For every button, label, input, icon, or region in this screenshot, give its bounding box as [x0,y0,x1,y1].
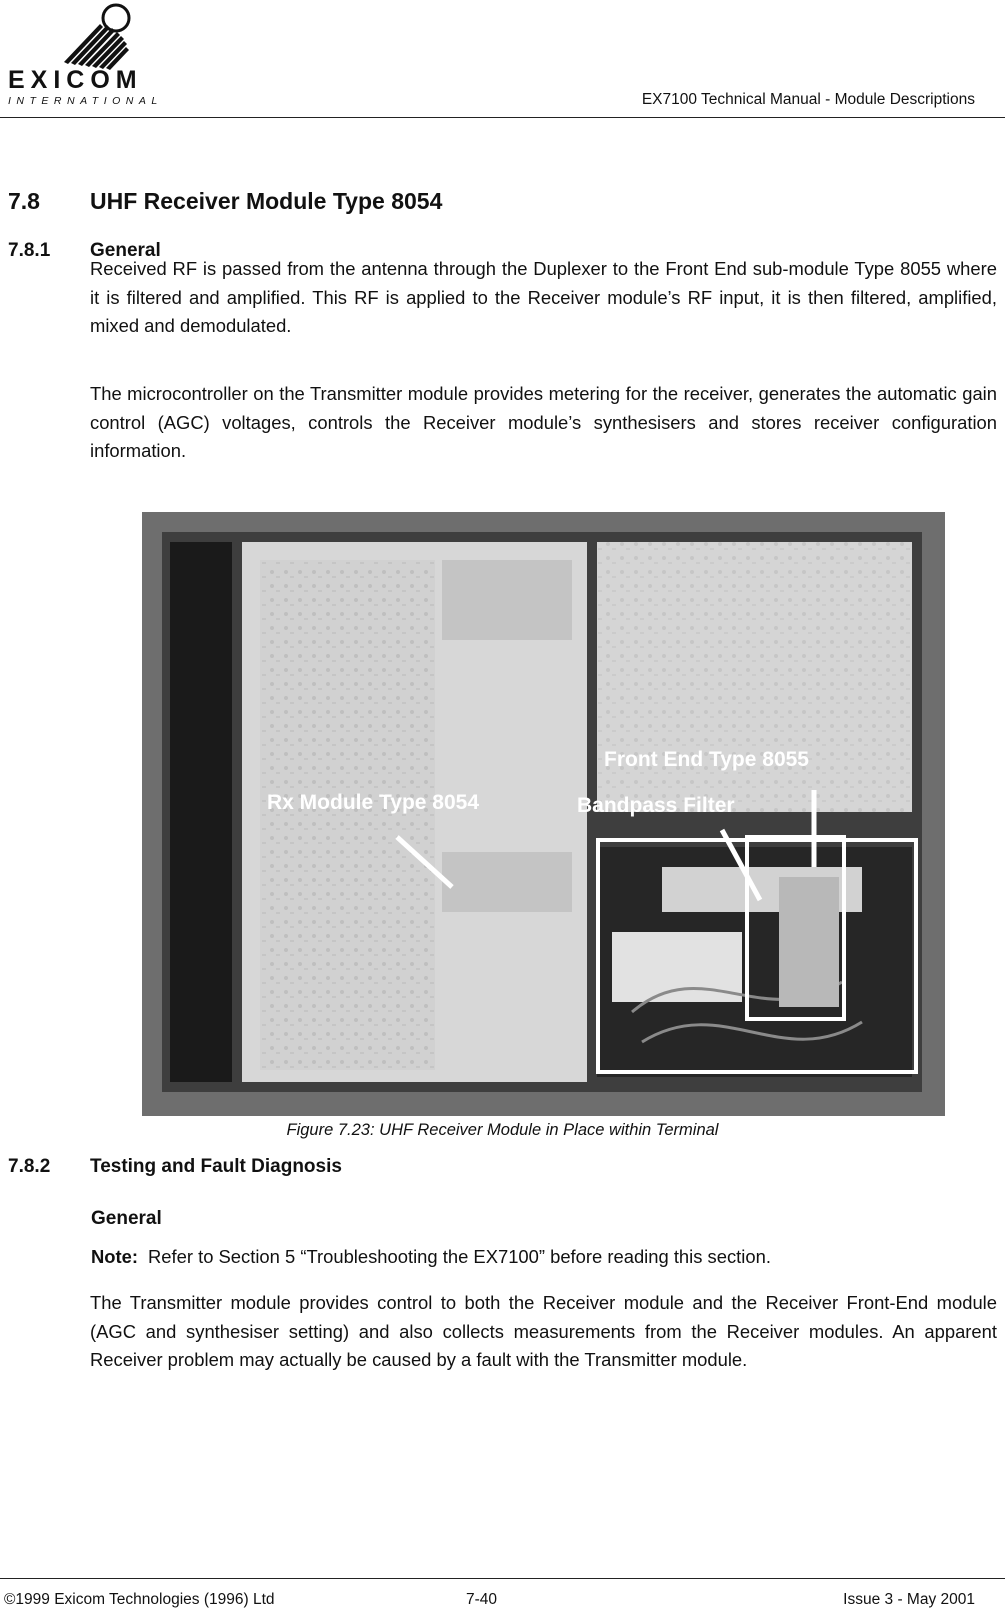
general-paragraph-2: The microcontroller on the Transmitter module provides metering for the receiver, generates the automatic gain control (AGC) voltages, controls the Receiver module’s synthesisers and stores receiver configuration information. [90,383,997,461]
receiver-module-photo [142,512,945,1116]
footer-page-number: 7-40 [466,1591,498,1608]
subsection-number: 7.8.2 [8,1156,51,1177]
figure-caption: Figure 7.23: UHF Receiver Module in Place within Terminal [286,1121,719,1139]
testing-paragraph: The Transmitter module provides control to both the Receiver module and the Receiver Front-End module (AGC and synthesiser setting) and also collects measurements from the Receiver modules. An apparent Receiver problem may actually be caused by a fault with the Transmitter module. [90,1292,997,1370]
footer-copyright: ©1999 Exicom Technologies (1996) Ltd [4,1591,275,1608]
logo-word: EXICOM [8,66,143,94]
header-title: EX7100 Technical Manual - Module Descriptions [641,91,975,108]
section-heading [8,188,442,215]
front-end-module [779,877,839,1007]
label-front-end: Front End Type 8055 [604,748,809,771]
testing-general-label: General [91,1208,162,1229]
subsection-testing-heading [8,1156,342,1178]
note-text: Refer to Section 5 “Troubleshooting the EX7100” before reading this section. [148,1246,771,1267]
rx-shield-top [442,560,572,640]
section-number: 7.8 [8,188,40,214]
section-title: UHF Receiver Module Type 8054 [90,188,443,214]
rx-shield-bottom [442,852,572,912]
subsection-number: 7.8.1 [8,240,51,261]
note [91,1244,771,1270]
header-rule [0,117,1005,118]
footer-rule [0,1578,1005,1579]
subsection-title: Testing and Fault Diagnosis [90,1156,342,1177]
logo-sub: INTERNATIONAL [8,95,163,107]
rx-module-circuitry [260,560,435,1070]
label-rx-module: Rx Module Type 8054 [267,791,480,814]
exicom-logo [4,0,174,108]
general-paragraph-1: Received RF is passed from the antenna through the Duplexer to the Front End sub-module Type 8055 where it is filtered and amplified. This RF is applied to the Receiver module’s RF input, it is then filtered, amplified, mixed and demodulated. [90,258,997,336]
note-label: Note: [91,1246,138,1267]
logo-ring-icon [103,5,129,31]
power-board-overlay [597,542,912,812]
subsection-title: General [90,240,161,261]
front-panel [170,542,232,1082]
label-bandpass: Bandpass Filter [577,794,735,817]
footer-issue: Issue 3 - May 2001 [843,1591,975,1608]
